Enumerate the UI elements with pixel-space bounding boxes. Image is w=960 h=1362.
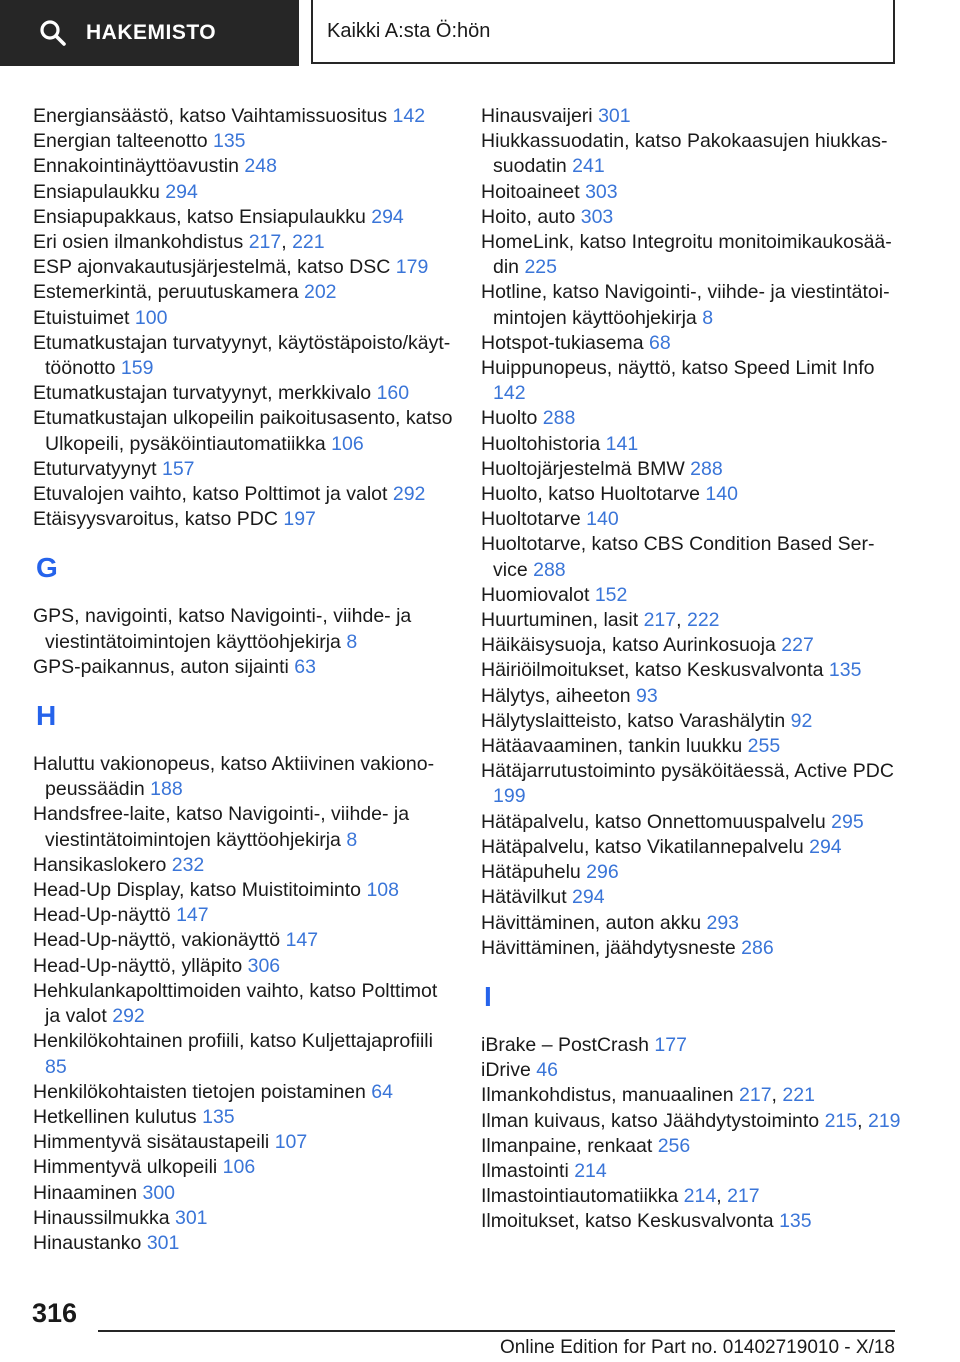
index-entry (33, 507, 453, 532)
index-entry (481, 1134, 901, 1159)
tab-index[interactable] (0, 0, 299, 66)
page-link[interactable]: 68 (649, 331, 671, 354)
index-term: Energian talteenotto (33, 130, 208, 153)
index-column-left (33, 104, 453, 1256)
index-entry (481, 709, 901, 734)
page-link[interactable]: 217 (643, 609, 677, 632)
index-term: Head-Up-näyttö, vakionäyttö (33, 929, 281, 952)
index-entry (33, 878, 453, 903)
index-entry (481, 1033, 901, 1058)
index-entry: Ilmankohdistus, manuaalinen 217, 221 (481, 1084, 815, 1107)
index-entry (33, 979, 453, 1029)
page-link[interactable]: 217 (248, 231, 282, 254)
index-entry (481, 911, 901, 936)
page-link[interactable]: 300 (142, 1181, 176, 1204)
page-link[interactable]: 46 (536, 1059, 558, 1082)
page-link[interactable]: 159 (120, 357, 154, 380)
index-term: Hoito, auto (481, 205, 576, 228)
index-term: Häikäisysuoja, katso Aurinkosuoja (481, 634, 776, 657)
index-entry (481, 457, 901, 482)
search-icon (38, 18, 68, 48)
page-link[interactable]: 188 (150, 778, 183, 801)
index-entry (33, 331, 453, 381)
page-number: 316 (32, 1298, 78, 1328)
index-term: Eri osien ilmankohdistus (33, 231, 244, 254)
page-link[interactable]: 294 (165, 180, 198, 203)
page-link[interactable]: 8 (702, 306, 714, 329)
index-term: Häiriöilmoitukset, katso Keskusvalvonta (481, 659, 824, 682)
index-term: Haluttu vakionopeus, katso Aktiivinen vakionopeussäädin (33, 753, 435, 801)
index-entry (33, 655, 453, 680)
page-link[interactable]: 294 (809, 835, 842, 858)
index-entry: Ilmastointiautomatiikka 214, 217 (481, 1185, 760, 1208)
index-entry (33, 1029, 453, 1079)
index-entry (33, 928, 453, 953)
page-link[interactable]: 303 (580, 205, 614, 228)
index-entry (33, 180, 453, 205)
index-term: Hotspot-tukiasema (481, 331, 644, 354)
page-link[interactable]: 140 (705, 483, 738, 506)
page-link[interactable]: 293 (706, 911, 740, 934)
index-term: Huoltohistoria (481, 432, 601, 455)
index-term: Huoltotarve (481, 508, 581, 531)
index-term: iDrive (481, 1059, 531, 1082)
page-link[interactable]: 301 (146, 1231, 180, 1254)
index-entry (481, 507, 901, 532)
page-link[interactable]: 219 (867, 1109, 901, 1132)
page-link[interactable]: 306 (247, 954, 281, 977)
page-link[interactable]: 8 (346, 828, 358, 851)
index-entry (33, 306, 453, 331)
page-link[interactable]: 294 (572, 886, 605, 909)
page-link[interactable]: 241 (572, 155, 605, 178)
page-link[interactable]: 222 (686, 609, 720, 632)
page-link[interactable]: 217 (727, 1185, 760, 1208)
index-term: Ensiapupakkaus, katso Ensiapulaukku (33, 205, 366, 228)
page-link[interactable]: 177 (654, 1033, 687, 1056)
page-link[interactable]: 286 (741, 936, 774, 959)
index-entry (33, 482, 453, 507)
index-term: Ilmankohdistus, manuaalinen (481, 1084, 734, 1107)
index-term: Huomiovalot (481, 583, 590, 606)
index-entry (481, 1209, 901, 1234)
page-link[interactable]: 292 (112, 1005, 145, 1028)
index-entry (33, 457, 453, 482)
index-entry (481, 280, 901, 330)
page-link[interactable]: 214 (683, 1185, 717, 1208)
page-link[interactable]: 301 (598, 105, 631, 127)
index-entry (33, 853, 453, 878)
page-link[interactable]: 63 (294, 655, 316, 678)
index-term: Ensiapulaukku (33, 180, 160, 203)
edition-text: Online Edition for Part no. 01402719010 - X/18 (499, 1337, 895, 1358)
index-term: Huolto (481, 407, 538, 430)
index-entry (481, 658, 901, 683)
index-term: Hinausvaijeri (481, 105, 593, 127)
section-letter: I (484, 980, 492, 1012)
index-term: Estemerkintä, peruutuskamera (33, 281, 299, 304)
index-term: Hätäpalvelu, katso Vikatilannepalvelu (481, 835, 804, 858)
page-link[interactable]: 93 (636, 684, 658, 707)
index-term: HomeLink, katso Integroitu monitoimikaukosäädin (481, 231, 892, 279)
index-entry: Huurtuminen, lasit 217, 222 (481, 609, 720, 632)
index-entry (33, 1130, 453, 1155)
index-entry (481, 734, 901, 759)
page-link[interactable]: 215 (824, 1109, 858, 1132)
index-entry (481, 936, 901, 961)
page-link[interactable]: 221 (782, 1084, 815, 1107)
page-link[interactable]: 157 (161, 457, 195, 480)
index-term: Hätäjarrutustoiminto pysäköitäessä, Active PDC (481, 760, 894, 783)
page-link[interactable]: 292 (392, 483, 426, 506)
index-entry (33, 1231, 453, 1256)
index-entry (481, 104, 901, 129)
index-term: Energiansäästö, katso Vaihtamissuositus (33, 105, 388, 127)
index-term: ESP ajonvakautusjärjestelmä, katso DSC (33, 256, 391, 279)
page-link[interactable]: 227 (781, 634, 814, 657)
index-term: Hätäavaaminen, tankin luukku (481, 735, 743, 758)
index-entry (481, 835, 901, 860)
index-term: Handsfree-laite, katso Navigointi-, viihde- ja viestintätoimintojen käyttöohjekirja (33, 803, 410, 851)
index-entry (33, 752, 453, 802)
index-term: Etumatkustajan turvatyynyt, käytöstäpoisto/käyttöönotto (33, 331, 451, 380)
page-link[interactable]: 135 (779, 1210, 812, 1233)
page-link[interactable]: 147 (176, 904, 209, 927)
index-term: Hälytys, aiheeton (481, 684, 631, 707)
index-entry (481, 885, 901, 910)
index-term: Etumatkustajan turvatyynyt, merkkivalo (33, 382, 372, 405)
page-link[interactable]: 217 (739, 1084, 772, 1107)
page-link[interactable]: 85 (45, 1055, 67, 1078)
page-link[interactable]: 135 (212, 130, 246, 153)
tab-a-to-z-label: Kaikki A:sta Ö:hön (327, 19, 491, 42)
page-link[interactable]: 199 (493, 785, 526, 808)
index-column-right (481, 104, 901, 1235)
footer-divider (98, 1330, 895, 1332)
index-term: Hinaussilmukka (33, 1206, 170, 1229)
page-link[interactable]: 92 (790, 709, 813, 732)
index-term: Ennakointinäyttöavustin (33, 155, 239, 178)
index-term: Hätäpuhelu (481, 861, 581, 884)
index-entry (33, 1206, 453, 1231)
page-link[interactable]: 135 (828, 659, 862, 682)
tab-a-to-z[interactable] (311, 0, 895, 64)
index-entry (481, 230, 901, 280)
index-term: Etuistuimet (33, 306, 130, 329)
page-link[interactable]: 256 (657, 1134, 691, 1157)
index-term: Hälytyslaitteisto, katso Varashälytin (481, 709, 786, 732)
index-entry (33, 255, 453, 280)
index-term: Himmentyvä ulkopeili (33, 1156, 218, 1179)
index-entry (33, 129, 453, 154)
index-term: Henkilökohtaisten tietojen poistaminen (33, 1080, 366, 1103)
index-entry (33, 1155, 453, 1180)
index-entry (33, 604, 453, 654)
page-link[interactable]: 152 (594, 583, 628, 606)
index-term: Huippunopeus, näyttö, katso Speed Limit Info (481, 357, 875, 380)
index-term: Ilmoitukset, katso Keskusvalvonta (481, 1210, 774, 1233)
page-link[interactable]: 288 (690, 457, 723, 480)
index-term: GPS, navigointi, katso Navigointi-, viihde- ja viestintätoimintojen käyttöohjekirja (33, 605, 412, 653)
page-link[interactable]: 8 (346, 630, 358, 653)
index-entry (481, 759, 901, 809)
page-link[interactable]: 301 (174, 1206, 208, 1229)
index-term: Hätävilkut (481, 886, 567, 909)
page-link[interactable]: 202 (303, 281, 337, 304)
index-entry (481, 1159, 901, 1184)
index-term: Ilmastointiautomatiikka (481, 1185, 679, 1208)
page-link[interactable]: 106 (331, 432, 364, 455)
index-entry (481, 583, 901, 608)
index-entry (33, 903, 453, 928)
index-entry (481, 180, 901, 205)
tab-index-label: HAKEMISTO (86, 21, 217, 44)
index-term: Hehkulankapolttimoiden vaihto, katso Polttimot ja valot (33, 979, 438, 1028)
index-term: Henkilökohtainen profiili, katso Kuljettajaprofiili (33, 1030, 433, 1053)
page-link[interactable]: 225 (524, 256, 557, 279)
index-term: iBrake – PostCrash (481, 1033, 649, 1056)
index-term: Ilmanpaine, renkaat (481, 1134, 653, 1157)
index-entry (481, 482, 901, 507)
page-link[interactable]: 135 (202, 1105, 235, 1128)
index-term: Huurtuminen, lasit (481, 609, 639, 632)
page-link[interactable]: 288 (542, 407, 576, 430)
index-term: Etumatkustajan ulkopeilin paikoitusasento, katso Ulkopeili, pysäköintiautomatiikka (33, 407, 453, 455)
index-entry (33, 154, 453, 179)
index-entry (481, 684, 901, 709)
index-term: Head-Up-näyttö, ylläpito (33, 954, 243, 977)
index-term: Etuvalojen vaihto, katso Polttimot ja valot (33, 483, 388, 506)
section-letter: G (36, 552, 58, 584)
page-link[interactable]: 64 (371, 1080, 393, 1103)
page-link[interactable]: 232 (171, 853, 205, 876)
index-entry (33, 1105, 453, 1130)
page-link[interactable]: 179 (395, 256, 429, 279)
index-term: Hansikaslokero (33, 853, 167, 876)
index-term: Hiukkassuodatin, katso Pakokaasujen hiukkassuodatin (481, 130, 888, 178)
page-link[interactable]: 288 (533, 558, 566, 581)
index-term: Hinaustanko (33, 1231, 142, 1254)
index-entry (33, 802, 453, 852)
index-entry (481, 432, 901, 457)
index-term: Huoltojärjestelmä BMW (481, 457, 685, 480)
index-entry (481, 331, 901, 356)
page-link[interactable]: 197 (283, 508, 316, 531)
section-letter: H (36, 700, 57, 732)
index-entry: Ilman kuivaus, katso Jäähdytystoiminto 215, 219 (481, 1109, 901, 1132)
index-term: Hetkellinen kulutus (33, 1105, 197, 1128)
top-navigation (0, 0, 960, 66)
index-entry (481, 1058, 901, 1083)
index-entry (33, 104, 453, 129)
index-entry (481, 860, 901, 885)
page-link[interactable]: 294 (371, 205, 404, 228)
index-entry (481, 356, 901, 406)
index-term: Head-Up-näyttö (33, 904, 171, 927)
index-entry (33, 1080, 453, 1105)
page-link[interactable]: 141 (605, 432, 639, 455)
page-link[interactable]: 108 (366, 879, 399, 902)
index-entry (33, 205, 453, 230)
index-term: Ilmastointi (481, 1159, 569, 1182)
index-entry (481, 810, 901, 835)
index-term: Huolto, katso Huoltotarve (481, 483, 700, 506)
page-link[interactable]: 100 (134, 306, 168, 329)
page-link[interactable]: 248 (244, 155, 277, 178)
index-term: GPS-paikannus, auton sijainti (33, 655, 289, 678)
page-link[interactable]: 140 (586, 508, 619, 531)
index-entry (33, 280, 453, 305)
index-entry (481, 129, 901, 179)
index-entry (33, 406, 453, 456)
index-term: Etuturvatyynyt (33, 457, 157, 480)
index-entry (481, 532, 901, 582)
index-term: Hävittäminen, auton akku (481, 911, 702, 934)
page-link[interactable]: 255 (747, 735, 781, 758)
page-link[interactable]: 296 (586, 861, 619, 884)
index-term: Hätäpalvelu, katso Onnettomuuspalvelu (481, 810, 826, 833)
index-term: Head-Up Display, katso Muistitoiminto (33, 879, 362, 902)
index-term: Huoltotarve, katso CBS Condition Based Service (481, 533, 875, 581)
index-entry (481, 633, 901, 658)
index-term: Himmentyvä sisätaustapeili (33, 1131, 270, 1154)
index-term: Hotline, katso Navigointi-, viihde- ja viestintätoimintojen käyttöohjekirja (481, 281, 890, 329)
page-link[interactable]: 214 (574, 1159, 607, 1182)
page-link[interactable]: 303 (585, 180, 618, 203)
index-term: Hävittäminen, jäähdytysneste (481, 936, 736, 959)
page-link[interactable]: 160 (376, 382, 410, 405)
index-entry (481, 406, 901, 431)
page-link[interactable]: 142 (392, 105, 426, 127)
page-link[interactable]: 107 (274, 1131, 308, 1154)
page-link[interactable]: 295 (831, 810, 864, 833)
index-entry: Eri osien ilmankohdistus 217, 221 (33, 231, 325, 254)
index-entry (33, 1181, 453, 1206)
page-link[interactable]: 106 (222, 1156, 256, 1179)
page-link[interactable]: 221 (292, 231, 325, 254)
index-term: Etäisyysvaroitus, katso PDC (33, 508, 278, 531)
page-link[interactable]: 147 (285, 929, 319, 952)
index-entry (481, 205, 901, 230)
index-term: Ilman kuivaus, katso Jäähdytystoiminto (481, 1109, 820, 1132)
index-term: Hinaaminen (33, 1181, 138, 1204)
index-entry (33, 381, 453, 406)
index-term: Hoitoaineet (481, 180, 580, 203)
index-entry (33, 954, 453, 979)
page-link[interactable]: 142 (493, 382, 526, 405)
